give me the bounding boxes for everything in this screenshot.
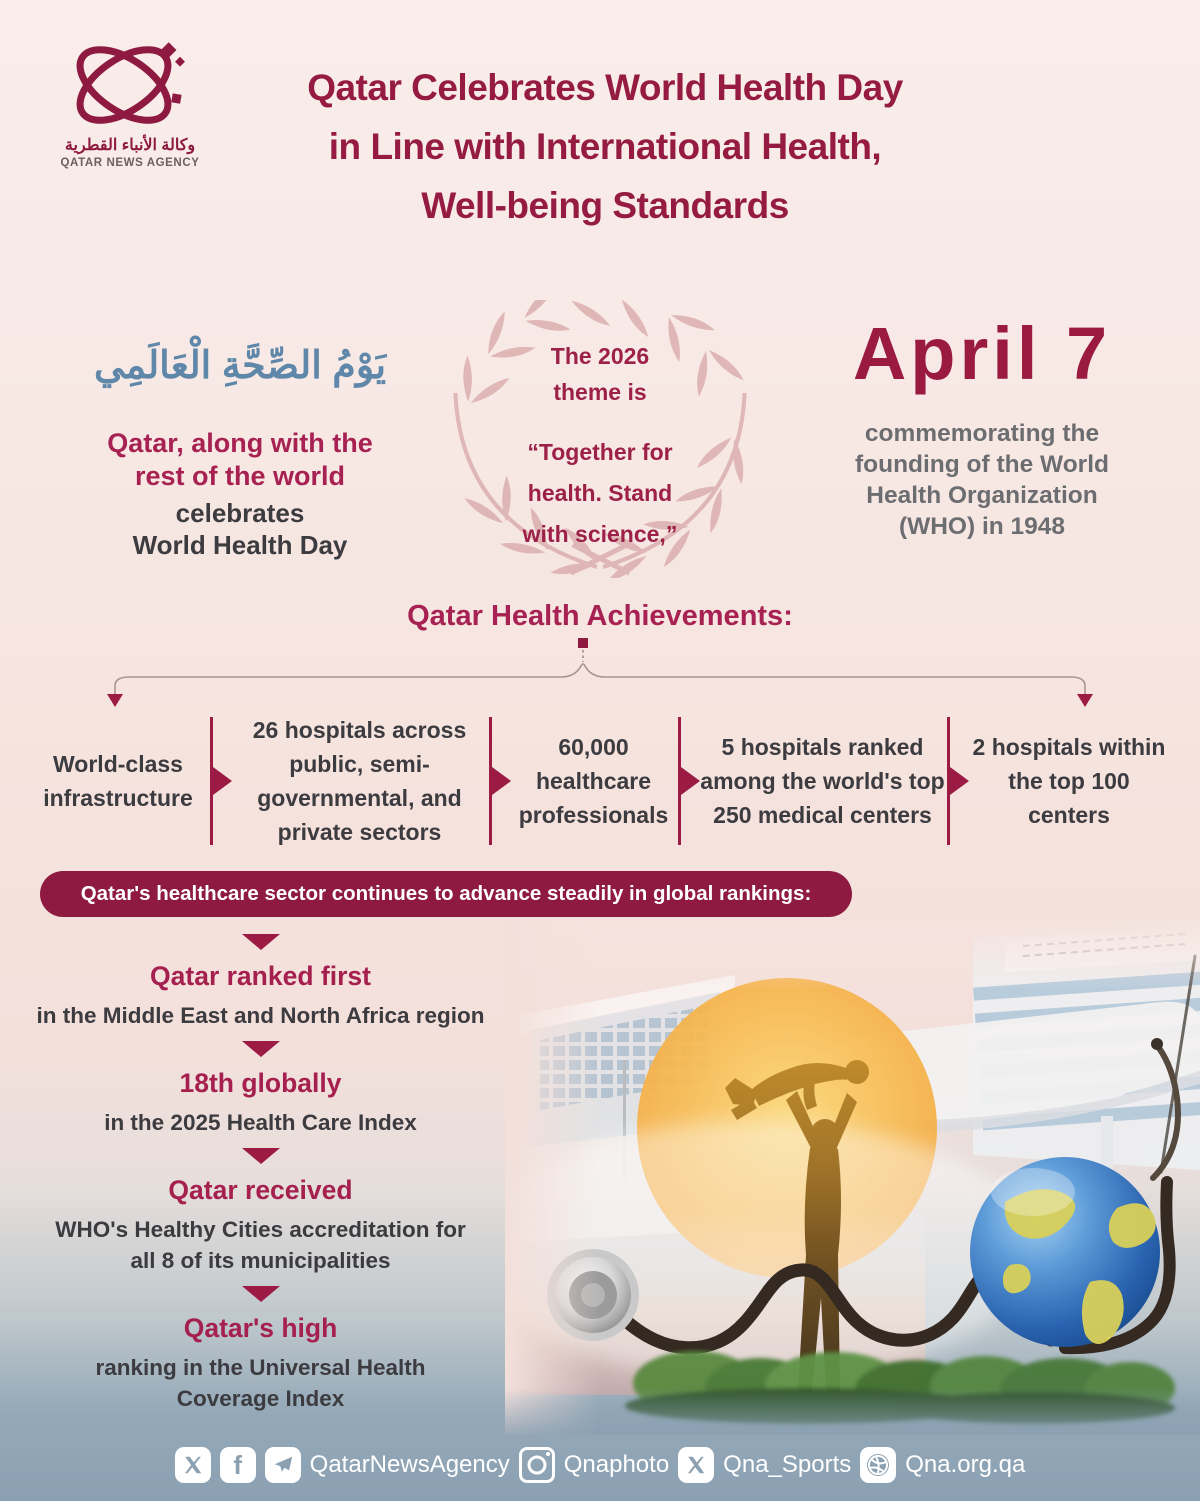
page-title: [210, 58, 1000, 235]
achievement-item-2: [232, 702, 487, 860]
logo-arabic-name: وكالة الأنباء القطرية: [64, 137, 196, 154]
ranking-item-1-detail: in the Middle East and North Africa region: [36, 1003, 485, 1028]
april-sub-line-2: founding of the World: [854, 451, 1109, 478]
ranking-item-2-detail: in the 2025 Health Care Index: [104, 1110, 417, 1135]
achievement-item-4: [700, 702, 945, 860]
qna-logo-block: [30, 42, 230, 169]
intro-accent-text: [75, 427, 405, 493]
theme-quote-line-1: “Together for: [527, 439, 673, 465]
achievement-item-3-label: 60,000 healthcare professionals: [518, 734, 669, 828]
ranking-item-1-accent: Qatar ranked first: [150, 961, 371, 991]
ranking-item-3-detail: WHO's Healthy Cities accreditation for all 8 of its municipalities: [55, 1217, 466, 1273]
achievement-item-4-label: 5 hospitals ranked among the world's top 250 medical centers: [700, 734, 945, 828]
arrow-right-icon: [492, 767, 511, 795]
arrow-down-icon: [242, 1148, 280, 1164]
health-collage-illustration: [505, 920, 1200, 1435]
arrow-separator-4: [945, 717, 969, 845]
theme-quote-line-3: with science,”: [522, 521, 678, 547]
globe-ball-icon[interactable]: [860, 1447, 896, 1483]
theme-block: [423, 300, 777, 578]
rankings-banner: [40, 871, 852, 917]
theme-pre-line-2: theme is: [553, 379, 647, 405]
social-handle-main[interactable]: QatarNewsAgency: [309, 1451, 510, 1478]
social-link-main[interactable]: [175, 1447, 510, 1483]
theme-quote-line-2: health. Stand: [527, 480, 673, 506]
title-line-1: Qatar Celebrates World Health Day: [307, 67, 903, 108]
arrow-down-icon: [242, 1041, 280, 1057]
arrow-right-icon: [681, 767, 700, 795]
theme-pre-line-1: The 2026: [550, 343, 650, 369]
social-link-sports[interactable]: [678, 1447, 851, 1483]
april-sub-line-3: Health Organization: [866, 482, 1098, 509]
achievement-item-2-label: 26 hospitals across public, semi-governmental, and private sectors: [252, 717, 467, 845]
arrow-separator-3: [676, 717, 700, 845]
rankings-list: [8, 924, 513, 1418]
ranking-item-3-accent: Qatar received: [168, 1175, 353, 1205]
intro-plain-line-2: World Health Day: [132, 530, 348, 560]
achievement-item-5-label: 2 hospitals within the top 100 centers: [972, 734, 1166, 828]
intro-column: [75, 338, 405, 561]
arrow-down-icon: [242, 1286, 280, 1302]
arrow-right-icon: [213, 767, 232, 795]
achievement-item-1: [28, 702, 208, 860]
ranking-item-4-accent: Qatar's high: [183, 1313, 338, 1343]
arrow-right-icon: [950, 767, 969, 795]
arrow-separator-2: [487, 717, 511, 845]
qna-logo-icon: [60, 42, 200, 128]
social-handle-photo[interactable]: Qnaphoto: [563, 1451, 670, 1478]
achievement-item-5: [969, 702, 1169, 860]
achievements-row: [28, 702, 1173, 860]
rankings-banner-label: Qatar's healthcare sector continues to advance steadily in global rankings:: [80, 882, 812, 905]
april-sub-line-1: commemorating the: [864, 420, 1100, 447]
social-bar: [0, 1441, 1200, 1489]
website-url[interactable]: Qna.org.qa: [905, 1451, 1026, 1478]
social-link-instagram[interactable]: [519, 1447, 669, 1483]
achievements-heading: Qatar Health Achievements:: [407, 600, 793, 632]
social-handle-sports[interactable]: Qna_Sports: [723, 1451, 852, 1478]
ranking-item-2-accent: 18th globally: [179, 1068, 342, 1098]
social-link-website[interactable]: [860, 1447, 1025, 1483]
intro-accent-line-2: rest of the world: [134, 461, 345, 491]
achievement-item-1-label: World-class infrastructure: [43, 751, 193, 811]
ranking-item-4-detail: ranking in the Universal Health Coverage Index: [95, 1355, 426, 1411]
logo-english-name: QATAR NEWS AGENCY: [60, 157, 200, 169]
intro-accent-line-1: Qatar, along with the: [107, 428, 373, 458]
globe: [970, 1157, 1160, 1347]
facebook-icon[interactable]: f: [220, 1447, 256, 1483]
arrow-down-icon: [242, 934, 280, 950]
title-line-3: Well-being Standards: [421, 185, 789, 226]
april-block: [812, 312, 1152, 542]
april-7-date: April 7: [852, 312, 1112, 395]
theme-quote: [453, 432, 747, 555]
achievement-item-3: [511, 702, 676, 860]
intro-plain-text: [75, 497, 405, 561]
instagram-icon[interactable]: [519, 1447, 555, 1483]
april-subtext: [812, 418, 1152, 542]
world-health-day-calligraphy: يَوْمُ الصِّحَّةِ الْعَالَمِي: [93, 345, 387, 387]
x-icon[interactable]: [175, 1447, 211, 1483]
april-sub-line-4: (WHO) in 1948: [898, 513, 1066, 540]
theme-text: [453, 338, 747, 555]
x-icon[interactable]: [678, 1447, 714, 1483]
arrow-separator-1: [208, 717, 232, 845]
intro-plain-line-1: celebrates: [175, 498, 305, 528]
telegram-icon[interactable]: [265, 1447, 301, 1483]
achievements-brace: [95, 636, 1105, 710]
title-line-2: in Line with International Health,: [328, 126, 882, 167]
